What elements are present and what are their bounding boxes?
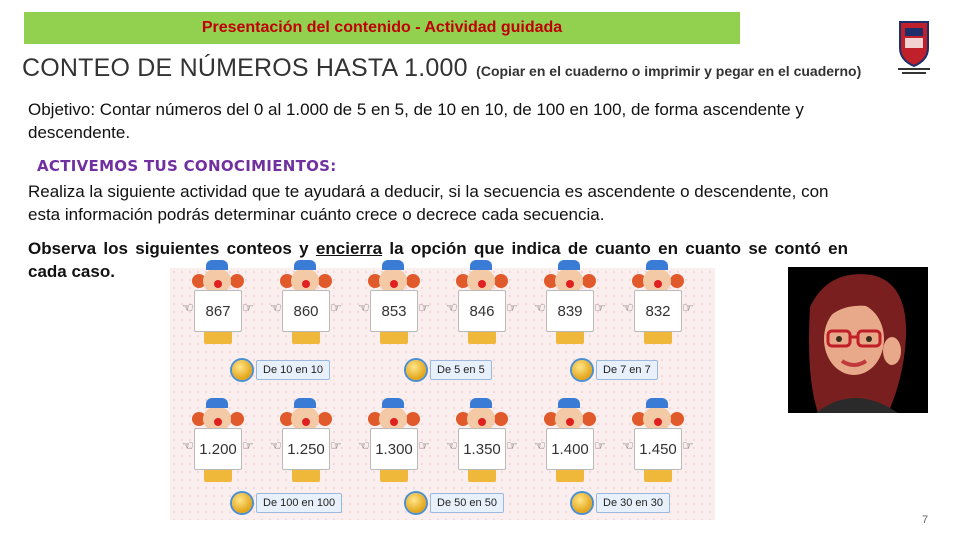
observe-underlined-word: encierra [315, 239, 383, 258]
clown-card: ☜ ☞ 1.200 [178, 406, 258, 486]
sequence-number: 860 [282, 290, 330, 332]
clown-card: ☜ ☞ 1.450 [618, 406, 698, 486]
answer-option[interactable] [406, 359, 492, 381]
option-bullet-icon [406, 360, 426, 380]
activity-instruction: Realiza la siguiente actividad que te ayudará a deducir, si la secuencia es ascendente o descendente, con esta información podrás determinar cuánto crece o decrece cada secuencia. [28, 182, 829, 224]
option-label: De 100 en 100 [256, 493, 342, 513]
school-logo [894, 18, 934, 76]
clown-card: ☜ ☞ 846 [442, 268, 522, 348]
page-subtitle: (Copiar en el cuaderno o imprimir y pegar en el cuaderno) [476, 63, 862, 79]
clown-card: ☜ ☞ 832 [618, 268, 698, 348]
sequence-number: 1.400 [546, 428, 594, 470]
option-bullet-icon [406, 493, 426, 513]
objective-text: Objetivo: Contar números del 0 al 1.000 de 5 en 5, de 10 en 10, de 100 en 100, de forma ascendente y descendente. [28, 100, 804, 142]
sequence-number: 1.450 [634, 428, 682, 470]
sequence-number: 853 [370, 290, 418, 332]
sequence-number: 1.250 [282, 428, 330, 470]
clown-card: ☜ ☞ 839 [530, 268, 610, 348]
option-bullet-icon [572, 360, 592, 380]
observe-text-end: la opción que indica de cuanto en cuanto se contó en cada caso. [28, 239, 848, 281]
option-bullet-icon [572, 493, 592, 513]
counting-worksheet [170, 268, 715, 520]
banner-title: Presentación del contenido - Actividad guidada [201, 19, 563, 36]
activity-heading: ACTIVEMOS TUS CONOCIMIENTOS: [37, 157, 337, 175]
option-label: De 30 en 30 [596, 493, 670, 513]
option-label: De 50 en 50 [430, 493, 504, 513]
option-label: De 7 en 7 [596, 360, 658, 380]
header-banner [24, 12, 740, 44]
option-label: De 5 en 5 [430, 360, 492, 380]
clown-card: ☜ ☞ 860 [266, 268, 346, 348]
sequence-number: 1.300 [370, 428, 418, 470]
clown-card: ☜ ☞ 853 [354, 268, 434, 348]
clown-card: ☜ ☞ 1.250 [266, 406, 346, 486]
page-title-row [22, 54, 861, 83]
sequence-number: 839 [546, 290, 594, 332]
sequence-number: 846 [458, 290, 506, 332]
answer-option[interactable] [572, 359, 658, 381]
option-label: De 10 en 10 [256, 360, 330, 380]
sequence-number: 867 [194, 290, 242, 332]
answer-option[interactable] [406, 492, 504, 514]
sequence-number: 832 [634, 290, 682, 332]
page-title: CONTEO DE NÚMEROS HASTA 1.000 [22, 54, 468, 82]
clown-card: ☜ ☞ 1.300 [354, 406, 434, 486]
clown-card: ☜ ☞ 867 [178, 268, 258, 348]
observe-text-start: Observa los siguientes conteos y [28, 239, 316, 258]
page-number: 7 [922, 514, 929, 526]
sequence-number: 1.350 [458, 428, 506, 470]
answer-option[interactable] [232, 492, 342, 514]
answer-option[interactable] [232, 359, 330, 381]
answer-option[interactable] [572, 492, 670, 514]
clown-card: ☜ ☞ 1.400 [530, 406, 610, 486]
sequence-number: 1.200 [194, 428, 242, 470]
clown-card: ☜ ☞ 1.350 [442, 406, 522, 486]
option-bullet-icon [232, 493, 252, 513]
teacher-avatar [788, 267, 928, 413]
option-bullet-icon [232, 360, 252, 380]
